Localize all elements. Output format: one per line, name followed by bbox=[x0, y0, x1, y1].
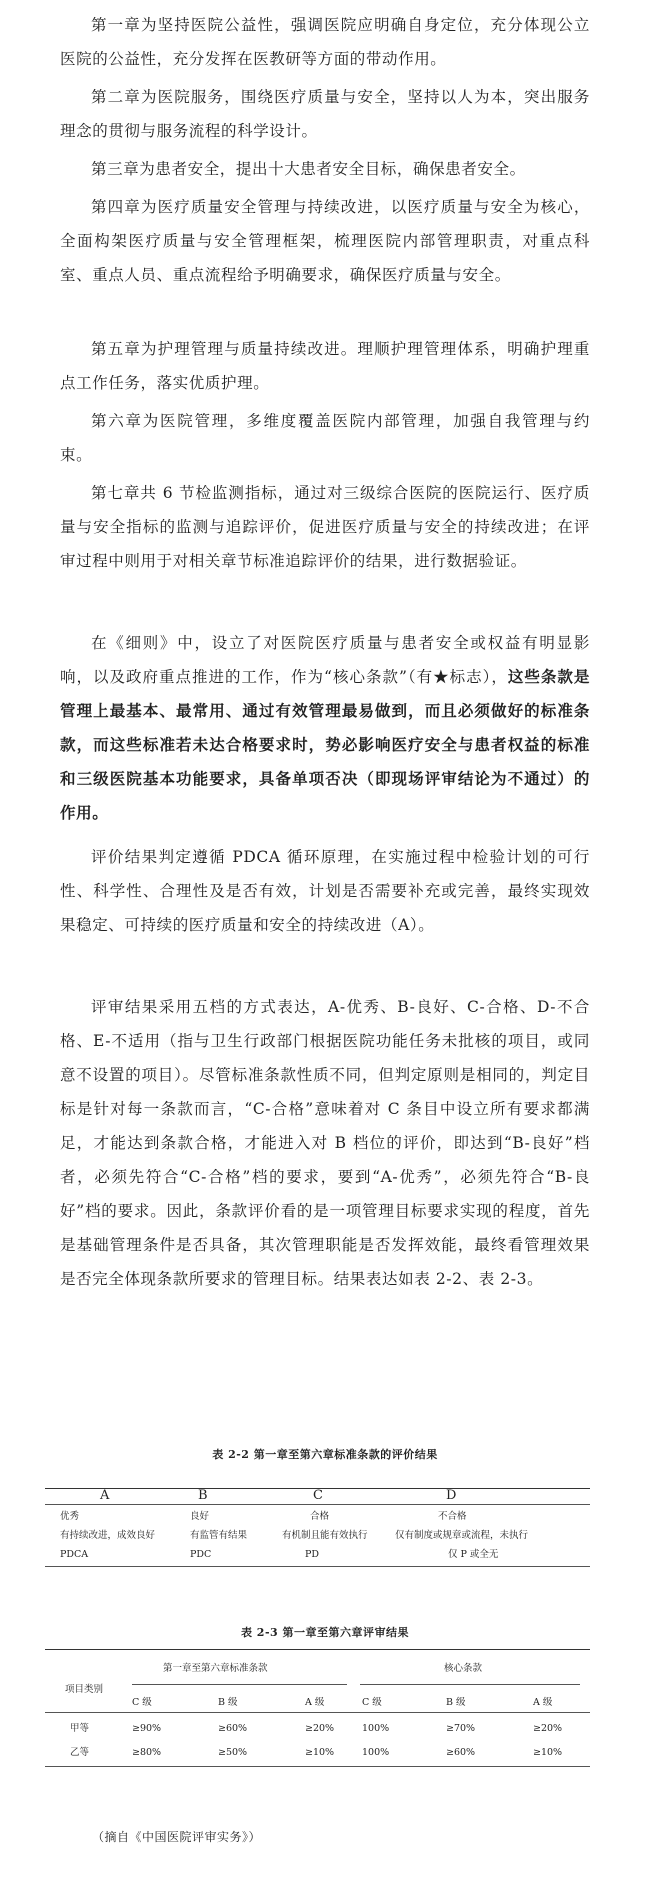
table22-header-c: C bbox=[313, 1488, 323, 1503]
paragraph-chapter-6: 第六章为医院管理，多维度覆盖医院内部管理，加强自我管理与约束。 bbox=[60, 412, 590, 464]
table23-sub-a1: A 级 bbox=[305, 1697, 325, 1708]
table23-row1-c1: ≥90% bbox=[132, 1723, 162, 1734]
table23-group-standard: 第一章至第六章标准条款 bbox=[163, 1663, 268, 1674]
table23-row2-c1: ≥80% bbox=[132, 1747, 162, 1758]
table-2-2-caption: 表 2-2 第一章至第六章标准条款的评价结果 bbox=[212, 1448, 438, 1461]
table22-r1-d: 不合格 bbox=[438, 1511, 467, 1522]
table23-sub-c2: C 级 bbox=[362, 1697, 382, 1708]
table-mid-rule bbox=[45, 1712, 590, 1713]
table23-row1-a2: ≥20% bbox=[533, 1723, 563, 1734]
paragraph-chapter-4: 第四章为医疗质量安全管理与持续改进，以医疗质量与安全为核心，全面构架医疗质量与安全管理框架，梳理医院内部管理职责，对重点科室、重点人员、重点流程给予明确要求，确保医疗质量与安全。 bbox=[60, 198, 590, 284]
table22-header-d: D bbox=[446, 1488, 457, 1503]
table23-row2-c2: 100% bbox=[362, 1747, 390, 1758]
paragraph-chapter-3: 第三章为患者安全，提出十大患者安全目标，确保患者安全。 bbox=[91, 160, 526, 178]
paragraph-chapter-2: 第二章为医院服务，围绕医疗质量与安全，坚持以人为本，突出服务理念的贯彻与服务流程的科学设计。 bbox=[60, 88, 590, 140]
table23-row1-a1: ≥20% bbox=[305, 1723, 335, 1734]
table23-group-rule-right bbox=[360, 1684, 580, 1685]
core-clauses-emphasis: 这些条款是管理上最基本、最常用、通过有效管理最易做到，而且必须做好的标准条款，而这些标准若未达合格要求时，势必影响医疗安全与患者权益的标准和三级医院基本功能要求，具备单项否决（即现场评审结论为不通过）的作用。 bbox=[60, 667, 590, 822]
table22-r2-d: 仅有制度或规章或流程，未执行 bbox=[395, 1530, 529, 1541]
table22-r3-b: PDC bbox=[190, 1549, 212, 1560]
paragraph-core-clauses bbox=[60, 626, 590, 830]
paragraph-chapter-5: 第五章为护理管理与质量持续改进。理顺护理管理体系，明确护理重点工作任务，落实优质护理。 bbox=[60, 340, 590, 392]
table23-project-label: 项目类别 bbox=[65, 1684, 104, 1695]
table22-r3-d: 仅 P 或全无 bbox=[448, 1549, 499, 1560]
table22-r3-c: PD bbox=[305, 1549, 320, 1560]
table-mid-rule bbox=[45, 1504, 590, 1505]
table22-r3-a: PDCA bbox=[60, 1549, 89, 1560]
table22-r1-c: 合格 bbox=[310, 1511, 330, 1522]
table23-row1-c2: 100% bbox=[362, 1723, 390, 1734]
table23-row1-b1: ≥60% bbox=[218, 1723, 248, 1734]
table-bottom-rule bbox=[45, 1566, 590, 1567]
table23-sub-b2: B 级 bbox=[446, 1697, 466, 1708]
table23-row2-a2: ≥10% bbox=[533, 1747, 563, 1758]
table-2-3-caption: 表 2-3 第一章至第六章评审结果 bbox=[240, 1626, 410, 1639]
table22-r2-b: 有监管有结果 bbox=[190, 1530, 248, 1541]
table23-sub-c1: C 级 bbox=[132, 1697, 152, 1708]
table23-row2-a1: ≥10% bbox=[305, 1747, 335, 1758]
table23-row2-b1: ≥50% bbox=[218, 1747, 248, 1758]
table22-header-b: B bbox=[198, 1488, 208, 1503]
paragraph-five-grades: 评审结果采用五档的方式表达，A-优秀、B-良好、C-合格、D-不合格、E-不适用（指与卫生行政部门根据医院功能任务未批核的项目，或同意不设置的项目）。尽管标准条款性质不同，但判定原则是相同的，判定目标是针对每一条款而言，“C-合格”意味着对 C 条目中设立所有要求都满足，才能达到条款合格，才能进入对 B 档位的评价，即达到“B-良好”档者，必须先符合“C-合格”档的要求，要到“A-优秀”，必须先符合“B-良好”档的要求。因此，条款评价看的是一项管理目标要求实现的程度，首先是基础管理条件是否具备，其次管理职能是否发挥效能，最终看管理效果是否完全体现条款所要求的管理目标。结果表达如表 2-2、表 2-3。 bbox=[60, 998, 590, 1288]
paragraph-chapter-1: 第一章为坚持医院公益性，强调医院应明确自身定位，充分体现公立医院的公益性，充分发挥在医教研等方面的带动作用。 bbox=[60, 16, 590, 68]
table22-r2-a: 有持续改进，成效良好 bbox=[60, 1530, 156, 1541]
table23-sub-a2: A 级 bbox=[533, 1697, 553, 1708]
table22-r1-b: 良好 bbox=[190, 1511, 210, 1522]
table23-group-core: 核心条款 bbox=[444, 1663, 483, 1674]
core-clauses-intro: 在《细则》中，设立了对医院医疗质量与患者安全或权益有明显影响，以及政府重点推进的工作，作为“核心条款”（有★标志）， bbox=[60, 634, 590, 686]
table23-row1-b2: ≥70% bbox=[446, 1723, 476, 1734]
paragraph-pdca: 评价结果判定遵循 PDCA 循环原理，在实施过程中检验计划的可行性、科学性、合理性及是否有效，计划是否需要补充或完善，最终实现效果稳定、可持续的医疗质量和安全的持续改进（A）。 bbox=[60, 848, 590, 934]
table-top-rule bbox=[45, 1649, 590, 1650]
table23-group-rule-left bbox=[132, 1684, 347, 1685]
table-bottom-rule bbox=[45, 1766, 590, 1767]
table23-row1-label: 甲等 bbox=[70, 1723, 90, 1734]
table23-row2-b2: ≥60% bbox=[446, 1747, 476, 1758]
table22-r1-a: 优秀 bbox=[60, 1511, 80, 1522]
table23-row2-label: 乙等 bbox=[70, 1747, 90, 1758]
table23-sub-b1: B 级 bbox=[218, 1697, 238, 1708]
paragraph-chapter-7: 第七章共 6 节检监测指标，通过对三级综合医院的医院运行、医疗质量与安全指标的监测与追踪评价，促进医疗质量与安全的持续改进；在评审过程中则用于对相关章节标准追踪评价的结果，进行数据验证。 bbox=[60, 484, 590, 570]
source-citation: （摘自《中国医院评审实务》） bbox=[92, 1830, 262, 1844]
table22-header-a: A bbox=[100, 1488, 110, 1503]
table22-r2-c: 有机制且能有效执行 bbox=[282, 1530, 368, 1541]
